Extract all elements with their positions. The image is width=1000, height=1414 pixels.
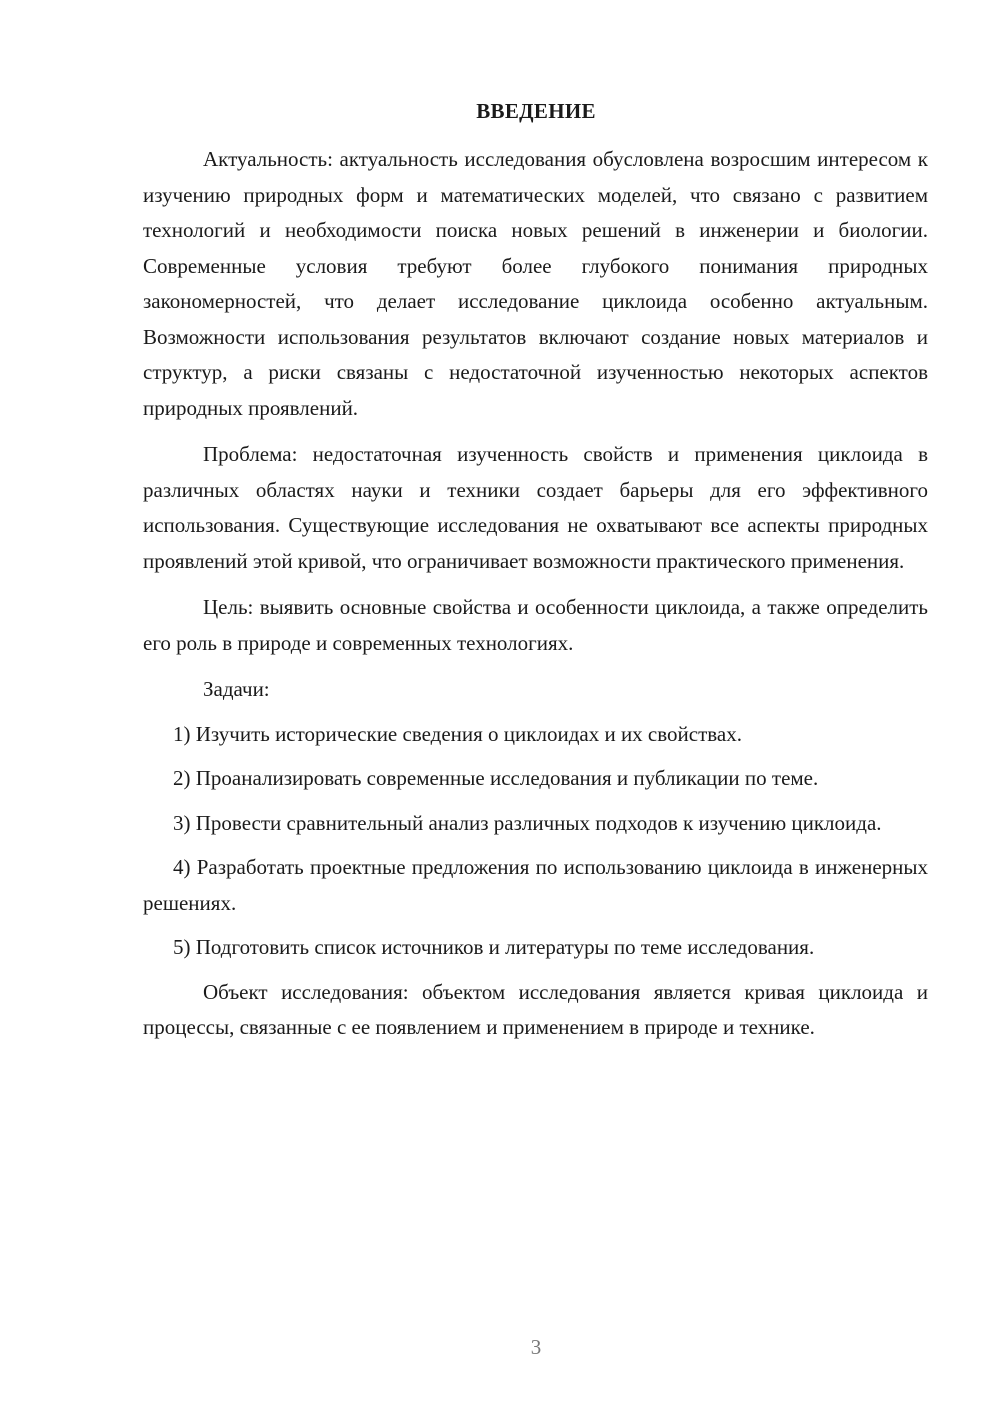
paragraph-object: Объект исследования: объектом исследования является кривая циклоида и процессы, связанные с ее появлением и применением в природе и технике. — [143, 979, 928, 1039]
list-item: 4) Разработать проектные предложения по использованию циклоида в инженерных решениях. — [143, 855, 928, 915]
document-body — [143, 142, 928, 1057]
paragraph-relevance: Актуальность: актуальность исследования обусловлена возросшим интересом к изучению природных форм и математических моделей, что связано с развитием технологий и необходимости поиска новых решений в инженерии и биологии. Современные условия требуют более глубокого понимания природных закономерностей, что делает исследование циклоида особенно актуальным. Возможности использования результатов включают создание новых материалов и структур, а риски связаны с недостаточной изученностью некоторых аспектов природных проявлений. — [143, 147, 928, 420]
list-item: 3) Провести сравнительный анализ различных подходов к изучению циклоида. — [173, 810, 882, 835]
tasks-list — [143, 717, 928, 966]
list-item: 2) Проанализировать современные исследования и публикации по теме. — [173, 766, 819, 790]
list-item: 1) Изучить исторические сведения о циклоидах и их свойствах. — [173, 721, 742, 746]
paragraph-problem: Проблема: недостаточная изученность свойств и применения циклоида в различных областях науки и техники создает барьеры для его эффективного использования. Существующие исследования не охватывают все аспекты природных проявлений этой кривой, что ограничивает возможности практического применения. — [143, 442, 928, 573]
page-title: ВВЕДЕНИЕ — [476, 99, 596, 123]
list-item: 5) Подготовить список источников и литературы по теме исследования. — [173, 935, 815, 959]
paragraph-goal: Цель: выявить основные свойства и особенности циклоида, а также определить его роль в природе и современных технологиях. — [143, 595, 928, 655]
tasks-label: Задачи: — [203, 677, 270, 701]
page-number: 3 — [530, 1335, 542, 1359]
